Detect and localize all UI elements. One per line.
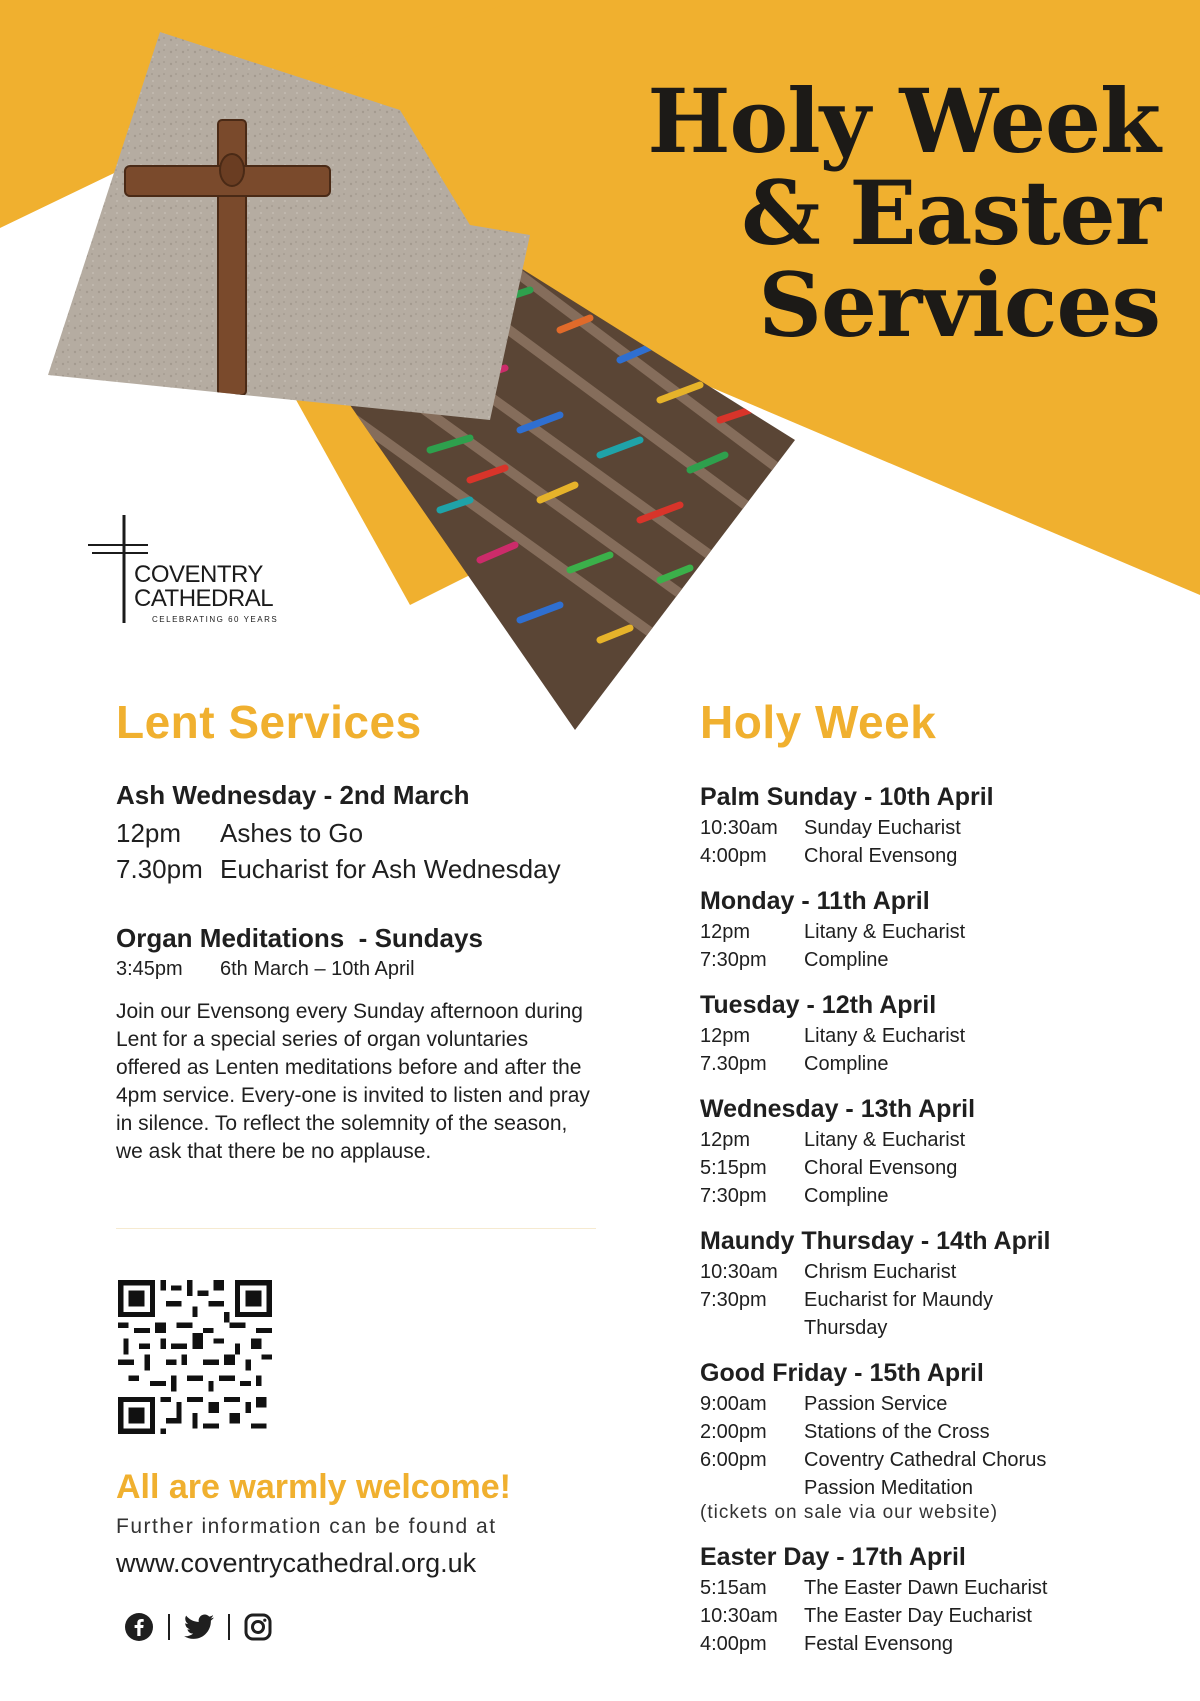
service-name: Compline <box>804 1185 889 1207</box>
day-title: Maundy Thursday - 14th April <box>700 1227 1051 1255</box>
day-block <box>700 988 1170 1078</box>
service-time: 12pm <box>700 1129 751 1151</box>
service-name: Eucharist for Ash Wednesday <box>220 854 561 884</box>
title-line-1: Holy Week <box>647 69 1160 173</box>
social-links <box>124 1610 272 1644</box>
day-block <box>700 1540 1170 1658</box>
service-row <box>700 814 1170 842</box>
service-time: 10:30am <box>700 1261 778 1283</box>
day-title: Wednesday - 13th April <box>700 1095 976 1123</box>
service-row <box>700 918 1170 946</box>
lent-column <box>116 780 616 1166</box>
divider <box>116 1228 596 1229</box>
service-time: 12pm <box>700 1025 751 1047</box>
service-row <box>700 1154 1170 1182</box>
page-title <box>560 69 1160 357</box>
logo-tagline: CELEBRATING 60 YEARS <box>152 615 279 624</box>
twitter-icon[interactable] <box>184 1614 214 1640</box>
separator <box>228 1614 230 1640</box>
service-time: 7:30pm <box>700 1185 767 1207</box>
service-time: 5:15pm <box>700 1157 767 1179</box>
service-row <box>700 1390 1170 1418</box>
service-row <box>700 1602 1170 1630</box>
service-time: 12pm <box>700 921 751 943</box>
service-name: Choral Evensong <box>804 845 958 867</box>
separator <box>168 1614 170 1640</box>
service-time: 10:30am <box>700 817 778 839</box>
holy-week-heading: Holy Week <box>700 696 937 748</box>
service-name: The Easter Day Eucharist <box>804 1605 1032 1627</box>
further-info: Further information can be found at <box>116 1515 497 1538</box>
service-time: 9:00am <box>700 1393 767 1415</box>
day-block <box>700 1224 1170 1342</box>
service-time: 5:15am <box>700 1577 767 1599</box>
logo-text-line1: COVENTRY <box>134 561 263 588</box>
service-time: 10:30am <box>700 1605 778 1627</box>
service-time: 2:00pm <box>700 1421 767 1443</box>
service-name: The Easter Dawn Eucharist <box>804 1577 1048 1599</box>
service-row <box>700 1630 1170 1658</box>
cathedral-logo[interactable] <box>88 515 288 625</box>
day-block <box>700 884 1170 974</box>
day-title: Palm Sunday - 10th April <box>700 783 994 811</box>
service-row <box>700 1050 1170 1078</box>
day-title: Good Friday - 15th April <box>700 1359 984 1387</box>
lent-heading: Lent Services <box>116 696 422 748</box>
service-row <box>700 946 1170 974</box>
day-block <box>700 1356 1170 1526</box>
facebook-icon[interactable] <box>124 1612 154 1642</box>
service-row <box>700 1126 1170 1154</box>
website-link[interactable]: www.coventrycathedral.org.uk <box>116 1548 477 1578</box>
service-name: Compline <box>804 949 889 971</box>
service-row <box>700 1258 1170 1286</box>
service-name: Litany & Eucharist <box>804 921 966 943</box>
service-row <box>700 1182 1170 1210</box>
service-row <box>700 1446 1170 1502</box>
service-time: 7.30pm <box>116 854 203 884</box>
service-name: Eucharist for Maundy Thursday <box>804 1289 993 1339</box>
service-name: Litany & Eucharist <box>804 1129 966 1151</box>
service-name: Chrism Eucharist <box>804 1261 957 1283</box>
service-row <box>116 851 616 887</box>
instagram-icon[interactable] <box>244 1613 272 1641</box>
service-time: 6:00pm <box>700 1449 767 1471</box>
service-name: Passion Service <box>804 1393 948 1415</box>
service-time: 4:00pm <box>700 1633 767 1655</box>
organ-meditations-title: Organ Meditations - Sundays <box>116 923 483 953</box>
holy-week-column <box>700 780 1170 1672</box>
service-name: Choral Evensong <box>804 1157 958 1179</box>
day-title: Tuesday - 12th April <box>700 991 937 1019</box>
service-name: Coventry Cathedral Chorus Passion Meditation <box>804 1449 1047 1499</box>
organ-description: Join our Evensong every Sunday afternoon during Lent for a special series of organ voluntaries offered as Lenten meditations before and after the 4pm service. Every-one is invited to listen and pray in silence. To reflect the solemnity of the season, we ask that there be no applause. <box>116 1000 590 1163</box>
day-title: Easter Day - 17th April <box>700 1543 966 1571</box>
service-time: 7:30pm <box>700 949 767 971</box>
logo-text-line2: CATHEDRAL <box>134 585 274 612</box>
day-block <box>700 780 1170 870</box>
title-line-3: Services <box>758 253 1160 357</box>
service-name: Ashes to Go <box>220 818 364 848</box>
ash-wednesday-title: Ash Wednesday - 2nd March <box>116 780 470 810</box>
service-name: Stations of the Cross <box>804 1421 990 1443</box>
organ-schedule-row <box>116 954 616 984</box>
service-row <box>700 1022 1170 1050</box>
service-row <box>700 1418 1170 1446</box>
service-row <box>700 1574 1170 1602</box>
service-time: 7:30pm <box>700 1289 767 1311</box>
service-row <box>700 842 1170 870</box>
service-name: Litany & Eucharist <box>804 1025 966 1047</box>
welcome-message: All are warmly welcome! <box>116 1468 511 1506</box>
day-title: Monday - 11th April <box>700 887 930 915</box>
title-line-2: & Easter <box>741 161 1160 265</box>
qr-code[interactable] <box>118 1280 272 1434</box>
service-name: Compline <box>804 1053 889 1075</box>
service-name: Festal Evensong <box>804 1633 953 1655</box>
service-time: 12pm <box>116 818 182 848</box>
service-time: 7.30pm <box>700 1053 767 1075</box>
organ-time: 3:45pm <box>116 958 183 980</box>
organ-dates: 6th March – 10th April <box>220 958 415 980</box>
day-block <box>700 1092 1170 1210</box>
service-row <box>116 815 616 851</box>
service-time: 4:00pm <box>700 845 767 867</box>
ticket-note: (tickets on sale via our website) <box>700 1502 999 1523</box>
service-row <box>700 1286 1170 1342</box>
service-name: Sunday Eucharist <box>804 817 961 839</box>
